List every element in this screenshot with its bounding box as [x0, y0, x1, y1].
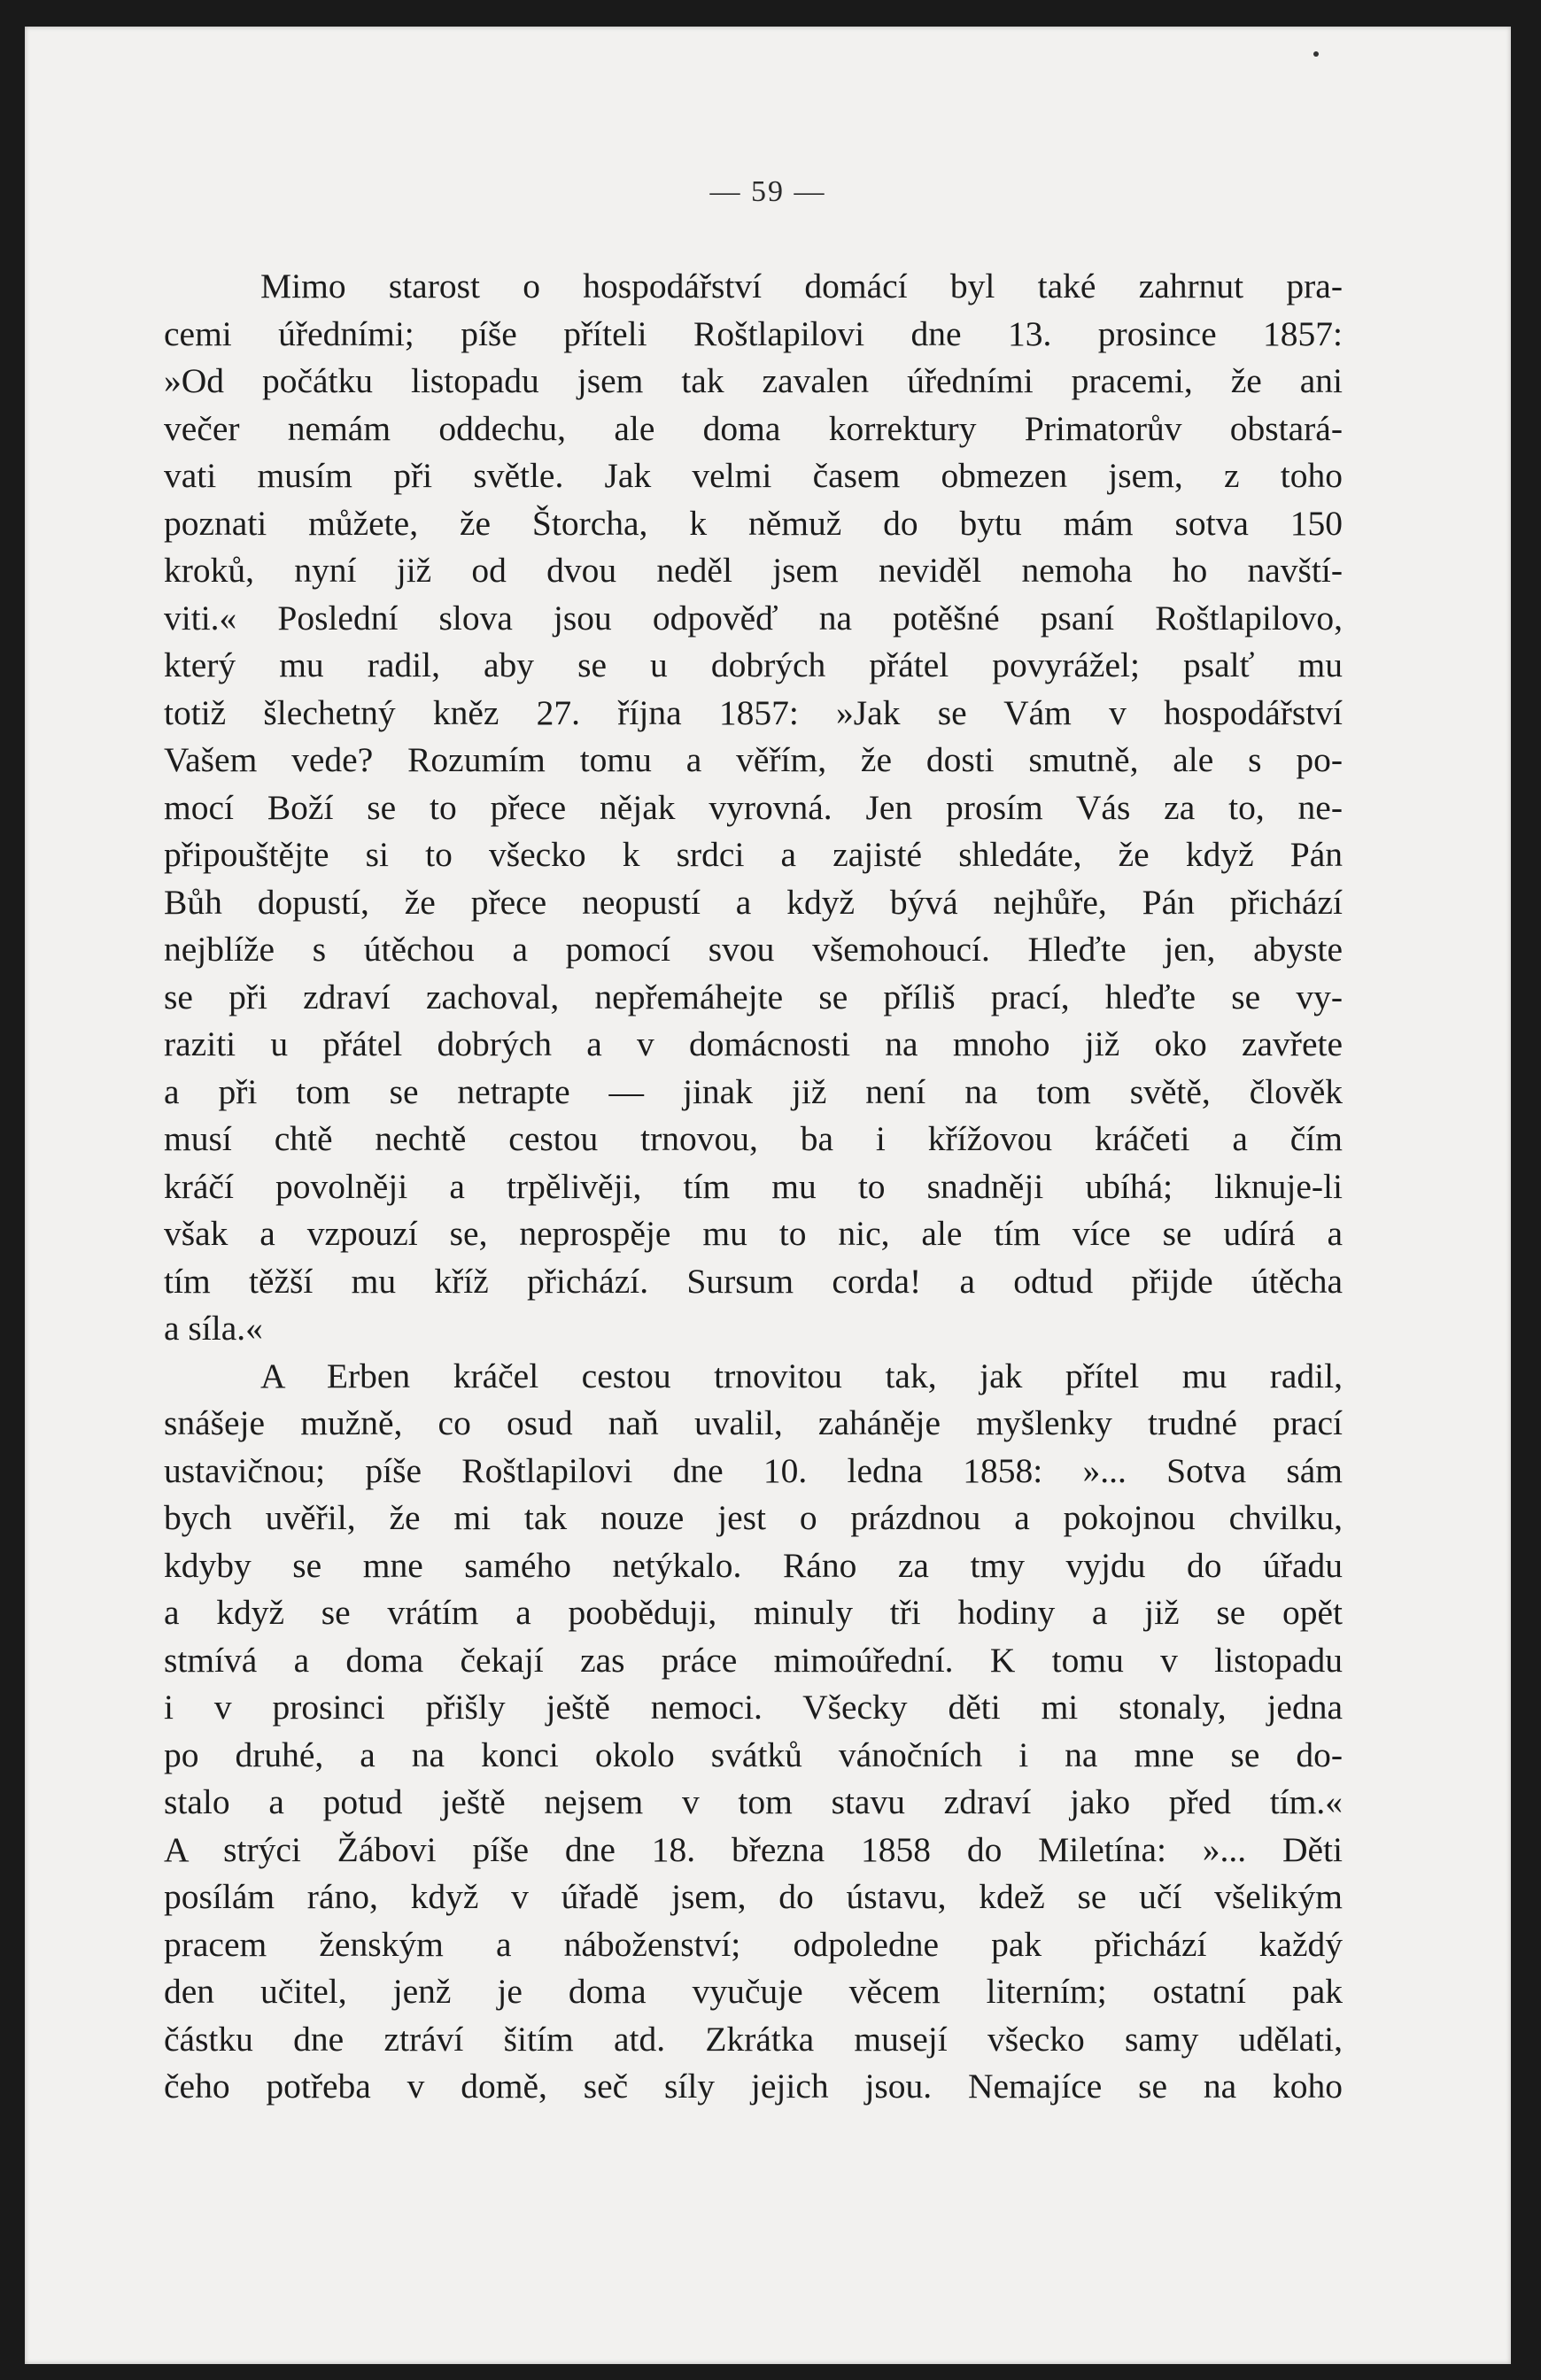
text-line: poznati můžete, že Štorcha, k němuž do bytu mám sotva 150 [164, 503, 1343, 543]
speck-mark [1313, 51, 1319, 57]
text-line: se při zdraví zachoval, nepřemáhejte se příliš prací, hleďte se vy- [164, 977, 1343, 1016]
text-line: nejblíže s útěchou a pomocí svou všemohoucí. Hleďte jen, abyste [164, 930, 1343, 969]
page-number: — 59 — [709, 175, 826, 208]
text-line: ustavičnou; píše Roštlapilovi dne 10. ledna 1858: »... Sotva sám [164, 1450, 1343, 1490]
text-line: čeho potřeba v domě, seč síly jejich jsou. Nemajíce se na koho [164, 2067, 1343, 2106]
text-line: mocí Boží se to přece nějak vyrovná. Jen prosím Vás za to, ne- [164, 787, 1343, 827]
text-line: A Erben kráčel cestou trnovitou tak, jak přítel mu radil, [260, 1356, 1343, 1395]
text-line: připouštějte si to všecko k srdci a zajisté shledáte, že když Pán [164, 835, 1343, 874]
text-line: pracem ženským a náboženství; odpoledne pak přichází každý [164, 1924, 1343, 1964]
text-line: musí chtě nechtě cestou trnovou, ba i křížovou kráčeti a čím [164, 1119, 1343, 1158]
text-line: stalo a potud ještě nejsem v tom stavu zdraví jako před tím.« [164, 1782, 1343, 1821]
text-line: kráčí povolněji a trpělivěji, tím mu to snadněji ubíhá; liknuje-li [164, 1166, 1343, 1206]
text-line: který mu radil, aby se u dobrých přátel povyrážel; psalť mu [164, 645, 1343, 684]
book-page [25, 27, 1511, 2364]
text-line: posílám ráno, když v úřadě jsem, do ústavu, kdež se učí všelikým [164, 1877, 1343, 1916]
text-line: vati musím při světle. Jak velmi časem obmezen jsem, z toho [164, 456, 1343, 495]
text-line: den učitel, jenž je doma vyučuje věcem literním; ostatní pak [164, 1972, 1343, 2011]
text-line: a při tom se netrapte — jinak již není na tom světě, člověk [164, 1071, 1343, 1111]
text-line: kdyby se mne samého netýkalo. Ráno za tmy vyjdu do úřadu [164, 1545, 1343, 1585]
text-line: snášeje mužně, co osud naň uvalil, zaháněje myšlenky trudné prací [164, 1403, 1343, 1442]
text-line: cemi úředními; píše příteli Roštlapilovi dne 13. prosince 1857: [164, 313, 1343, 353]
text-line: kroků, nyní již od dvou neděl jsem neviděl nemoha ho navští- [164, 551, 1343, 590]
text-line: a když se vrátím a pooběduji, minuly tři hodiny a již se opět [164, 1593, 1343, 1632]
text-line: stmívá a doma čekají zas práce mimoúřední. K tomu v listopadu [164, 1640, 1343, 1680]
text-line: po druhé, a na konci okolo svátků vánočních i na mne se do- [164, 1735, 1343, 1774]
text-line: bych uvěřil, že mi tak nouze jest o prázdnou a pokojnou chvilku, [164, 1498, 1343, 1537]
body-text [164, 263, 1343, 2111]
text-line: A strýci Žábovi píše dne 18. března 1858 do Miletína: »... Děti [164, 1829, 1343, 1869]
text-line: a síla.« [164, 1309, 263, 1348]
text-line: totiž šlechetný kněz 27. října 1857: »Jak se Vám v hospodářství [164, 692, 1343, 732]
text-line: tím těžší mu kříž přichází. Sursum corda! a odtud přijde útěcha [164, 1261, 1343, 1301]
text-line: i v prosinci přišly ještě nemoci. Všecky děti mi stonaly, jedna [164, 1688, 1343, 1727]
text-line: viti.« Poslední slova jsou odpověď na potěšné psaní Roštlapilovo, [164, 598, 1343, 638]
text-line: »Od počátku listopadu jsem tak zavalen úředními pracemi, že ani [164, 361, 1343, 400]
text-line: raziti u přátel dobrých a v domácnosti na mnoho již oko zavřete [164, 1024, 1343, 1063]
text-line: Vašem vede? Rozumím tomu a věřím, že dosti smutně, ale s po- [164, 740, 1343, 779]
text-line: Mimo starost o hospodářství domácí byl také zahrnut pra- [260, 267, 1343, 305]
text-line: Bůh dopustí, že přece neopustí a když bývá nejhůře, Pán přichází [164, 882, 1343, 922]
text-line: však a vzpouzí se, neprospěje mu to nic, ale tím více se udírá a [164, 1214, 1343, 1253]
text-line: večer nemám oddechu, ale doma korrektury Primatorův obstará- [164, 408, 1343, 448]
text-line: částku dne ztráví šitím atd. Zkrátka musejí všecko samy udělati, [164, 2019, 1343, 2059]
